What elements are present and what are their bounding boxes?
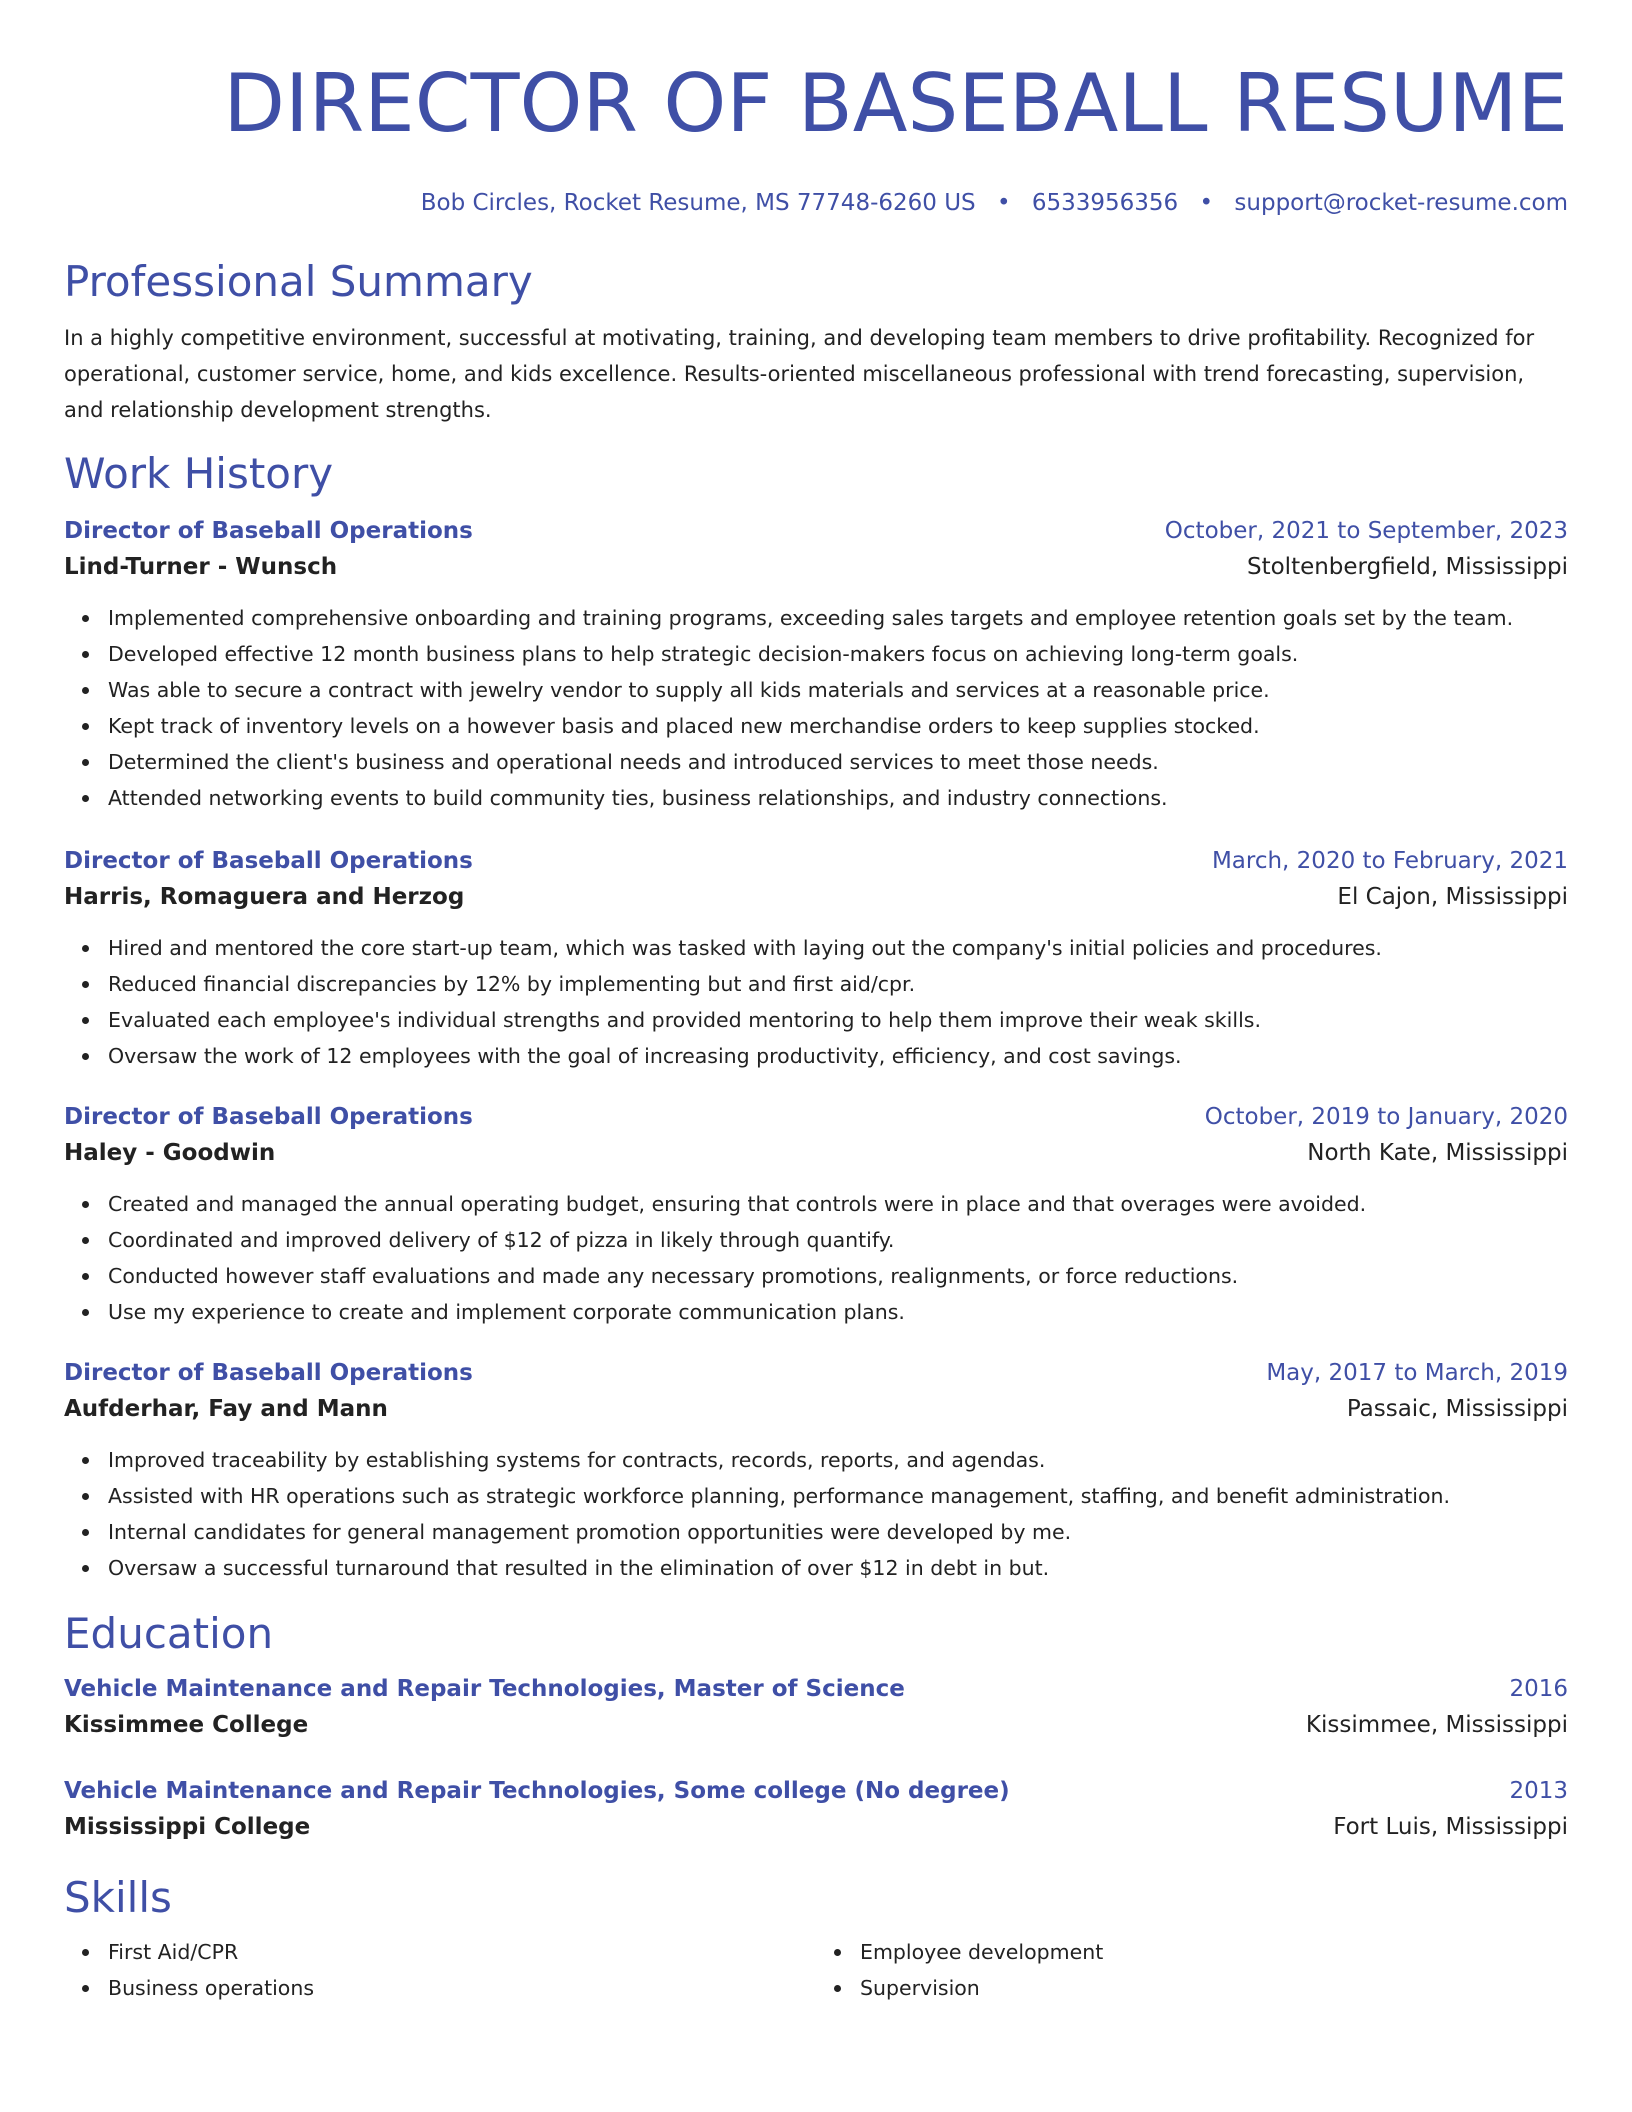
company-name: Harris, Romaguera and Herzog bbox=[64, 884, 465, 910]
list-item: Hired and mentored the core start-up team, which was tasked with laying out the company's initial policies and procedures. bbox=[108, 930, 1568, 966]
list-item: Attended networking events to build community ties, business relationships, and industry connections. bbox=[108, 780, 1568, 816]
contact-separator: • bbox=[1199, 190, 1214, 216]
work-history-heading: Work History bbox=[64, 449, 334, 498]
job-location: North Kate, Mississippi bbox=[1307, 1140, 1568, 1166]
list-item: Oversaw the work of 12 employees with the goal of increasing productivity, efficiency, and cost savings. bbox=[108, 1038, 1568, 1074]
skills-column-right bbox=[816, 1934, 1568, 2006]
job-location: El Cajon, Mississippi bbox=[1337, 884, 1568, 910]
education-entry bbox=[64, 1774, 1568, 1846]
education-entry-subheader bbox=[64, 1808, 1568, 1846]
skills-column-left bbox=[64, 1934, 816, 2006]
list-item: Was able to secure a contract with jewelry vendor to supply all kids materials and services at a reasonable price. bbox=[108, 672, 1568, 708]
list-item: Internal candidates for general management promotion opportunities were developed by me. bbox=[108, 1514, 1568, 1550]
education-entry-header bbox=[64, 1672, 1568, 1706]
skills-grid bbox=[64, 1934, 1568, 2006]
job-location: Stoltenbergfield, Mississippi bbox=[1246, 554, 1568, 580]
list-item: Created and managed the annual operating budget, ensuring that controls were in place and that overages were avoided. bbox=[108, 1186, 1568, 1222]
company-name: Haley - Goodwin bbox=[64, 1140, 276, 1166]
work-entry bbox=[64, 1100, 1568, 1330]
graduation-year: 2016 bbox=[1509, 1676, 1568, 1702]
job-bullets bbox=[64, 600, 1568, 816]
education-entry bbox=[64, 1672, 1568, 1744]
skill-item: Employee development bbox=[860, 1934, 1568, 1970]
contact-address: Bob Circles, Rocket Resume, MS 77748-6260 US bbox=[420, 190, 976, 216]
work-entry-header bbox=[64, 514, 1568, 548]
education-entry-subheader bbox=[64, 1706, 1568, 1744]
company-name: Aufderhar, Fay and Mann bbox=[64, 1396, 388, 1422]
list-item: Oversaw a successful turnaround that resulted in the elimination of over $12 in debt in but. bbox=[108, 1550, 1568, 1586]
job-dates: October, 2019 to January, 2020 bbox=[1204, 1104, 1568, 1130]
education-entry-header bbox=[64, 1774, 1568, 1808]
job-bullets bbox=[64, 930, 1568, 1074]
list-item: Determined the client's business and operational needs and introduced services to meet those needs. bbox=[108, 744, 1568, 780]
school-name: Kissimmee College bbox=[64, 1712, 309, 1738]
school-location: Fort Luis, Mississippi bbox=[1333, 1814, 1568, 1840]
skills-heading: Skills bbox=[64, 1873, 172, 1922]
list-item: Use my experience to create and implement corporate communication plans. bbox=[108, 1294, 1568, 1330]
summary-heading: Professional Summary bbox=[64, 257, 533, 306]
summary-text: In a highly competitive environment, successful at motivating, training, and developing team members to drive profitability. Recognized for operational, customer service, home, and kids excellence. Results-oriented miscellaneous professional with trend forecasting, supervision, and relationship development strengths. bbox=[64, 326, 1535, 422]
school-name: Mississippi College bbox=[64, 1814, 311, 1840]
work-entry bbox=[64, 844, 1568, 1074]
job-dates: March, 2020 to February, 2021 bbox=[1211, 848, 1568, 874]
job-bullets bbox=[64, 1186, 1568, 1330]
resume-page bbox=[64, 0, 1568, 2006]
contact-separator: • bbox=[996, 190, 1011, 216]
job-bullets bbox=[64, 1442, 1568, 1586]
school-location: Kissimmee, Mississippi bbox=[1305, 1712, 1568, 1738]
list-item: Coordinated and improved delivery of $12 of pizza in likely through quantify. bbox=[108, 1222, 1568, 1258]
contact-phone: 6533956356 bbox=[1031, 190, 1179, 216]
job-title: Director of Baseball Operations bbox=[64, 848, 473, 874]
job-title: Director of Baseball Operations bbox=[64, 518, 473, 544]
list-item: Kept track of inventory levels on a however basis and placed new merchandise orders to keep supplies stocked. bbox=[108, 708, 1568, 744]
job-title: Director of Baseball Operations bbox=[64, 1360, 473, 1386]
work-entry-header bbox=[64, 844, 1568, 878]
graduation-year: 2013 bbox=[1509, 1778, 1568, 1804]
contact-email: support@rocket-resume.com bbox=[1234, 190, 1568, 216]
work-entry-subheader bbox=[64, 548, 1568, 586]
company-name: Lind-Turner - Wunsch bbox=[64, 554, 338, 580]
list-item: Conducted however staff evaluations and made any necessary promotions, realignments, or force reductions. bbox=[108, 1258, 1568, 1294]
degree-name: Vehicle Maintenance and Repair Technologies, Master of Science bbox=[64, 1676, 905, 1702]
skill-item: First Aid/CPR bbox=[108, 1934, 816, 1970]
list-item: Assisted with HR operations such as strategic workforce planning, performance management, staffing, and benefit administration. bbox=[108, 1478, 1568, 1514]
list-item: Evaluated each employee's individual strengths and provided mentoring to help them improve their weak skills. bbox=[108, 1002, 1568, 1038]
job-location: Passaic, Mississippi bbox=[1346, 1396, 1568, 1422]
work-entry-subheader bbox=[64, 1390, 1568, 1428]
work-entry-header bbox=[64, 1100, 1568, 1134]
resume-title: DIRECTOR OF BASEBALL RESUME bbox=[223, 57, 1568, 150]
job-dates: May, 2017 to March, 2019 bbox=[1266, 1360, 1568, 1386]
work-entry bbox=[64, 514, 1568, 816]
job-title: Director of Baseball Operations bbox=[64, 1104, 473, 1130]
work-entry-header bbox=[64, 1356, 1568, 1390]
skill-item: Supervision bbox=[860, 1970, 1568, 2006]
contact-line bbox=[64, 188, 1568, 218]
list-item: Reduced financial discrepancies by 12% by implementing but and first aid/cpr. bbox=[108, 966, 1568, 1002]
list-item: Improved traceability by establishing systems for contracts, records, reports, and agendas. bbox=[108, 1442, 1568, 1478]
work-entry bbox=[64, 1356, 1568, 1586]
job-dates: October, 2021 to September, 2023 bbox=[1164, 518, 1568, 544]
degree-name: Vehicle Maintenance and Repair Technologies, Some college (No degree) bbox=[64, 1778, 1010, 1804]
skill-item: Business operations bbox=[108, 1970, 816, 2006]
list-item: Implemented comprehensive onboarding and training programs, exceeding sales targets and employee retention goals set by the team. bbox=[108, 600, 1568, 636]
work-entry-subheader bbox=[64, 1134, 1568, 1172]
work-entry-subheader bbox=[64, 878, 1568, 916]
education-heading: Education bbox=[64, 1609, 274, 1658]
list-item: Developed effective 12 month business plans to help strategic decision-makers focus on achieving long-term goals. bbox=[108, 636, 1568, 672]
